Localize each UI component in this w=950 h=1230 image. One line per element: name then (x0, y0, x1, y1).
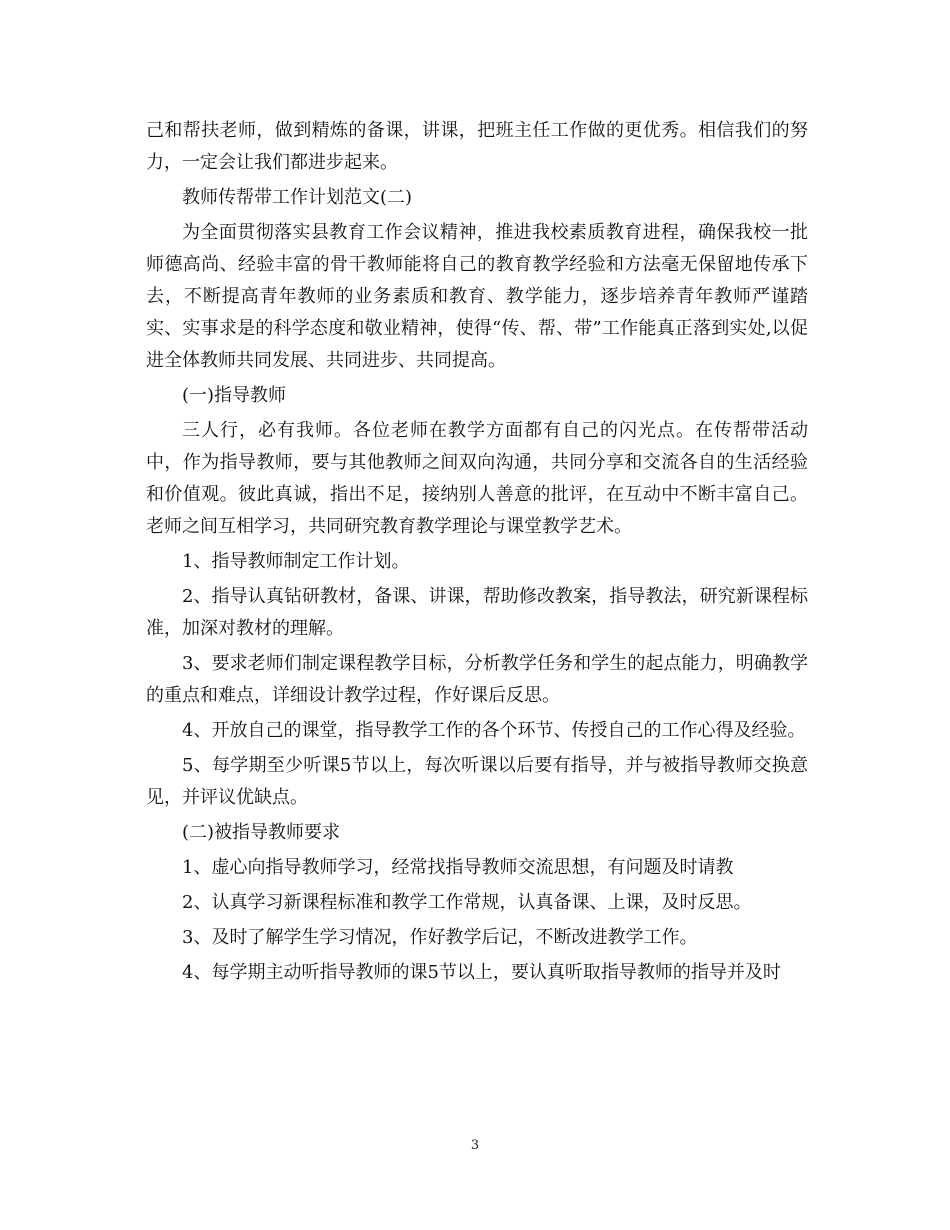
list-item: 3、要求老师们制定课程教学目标，分析教学任务和学生的起点能力，明确教学的重点和难点，详细设计教学过程，作好课后反思。 (146, 653, 808, 706)
list-item: 1、指导教师制定工作计划。 (182, 551, 410, 572)
list-item: 4、每学期主动听指导教师的课5节以上，要认真听取指导教师的指导并及时 (182, 962, 781, 983)
list-item: 1、虚心向指导教师学习，经常找指导教师交流思想，有问题及时请教 (182, 857, 734, 878)
subsection-heading-1: (一)指导教师 (182, 385, 287, 406)
paragraph-continuation: 己和帮扶老师，做到精炼的备课，讲课，把班主任工作做的更优秀。相信我们的努力，一定会让我们都进步起来。 (146, 120, 808, 173)
list-item: 2、指导认真钻研教材，备课、讲课，帮助修改教案，指导教法，研究新课程标准，加深对教材的理解。 (146, 586, 808, 639)
list-item: 2、认真学习新课程标准和教学工作常规，认真备课、上课，及时反思。 (182, 892, 752, 913)
list-item: 5、每学期至少听课5节以上，每次听课以后要有指导，并与被指导教师交换意见，并评议优缺点。 (146, 755, 808, 808)
list-item: 3、及时了解学生学习情况，作好教学后记，不断改进教学工作。 (182, 927, 698, 948)
subsection-heading-2: (二)被指导教师要求 (182, 822, 341, 843)
page-number: 3 (470, 1138, 480, 1153)
document-body (146, 115, 808, 992)
paragraph-mentor-intro: 三人行，必有我师。各位老师在教学方面都有自己的闪光点。在传帮带活动中，作为指导教师，要与其他教师之间双向沟通，共同分享和交流各自的生活经验和价值观。彼此真诚，指出不足，接纳别人善意的批评，在互动中不断丰富自己。老师之间互相学习，共同研究教育教学理论与课堂教学艺术。 (146, 420, 808, 537)
section-title: 教师传帮带工作计划范文(二) (182, 187, 413, 208)
paragraph-intro: 为全面贯彻落实县教育工作会议精神，推进我校素质教育进程，确保我校一批师德高尚、经验丰富的骨干教师能将自己的教育教学经验和方法毫无保留地传承下去，不断提高青年教师的业务素质和教育、教学能力，逐步培养青年教师严谨踏实、实事求是的科学态度和敬业精神，使得“传、帮、带”工作能真正落到实处,以促进全体教师共同发展、共同进步、共同提高。 (146, 222, 808, 371)
list-item: 4、开放自己的课堂，指导教学工作的各个环节、传授自己的工作心得及经验。 (182, 720, 806, 741)
